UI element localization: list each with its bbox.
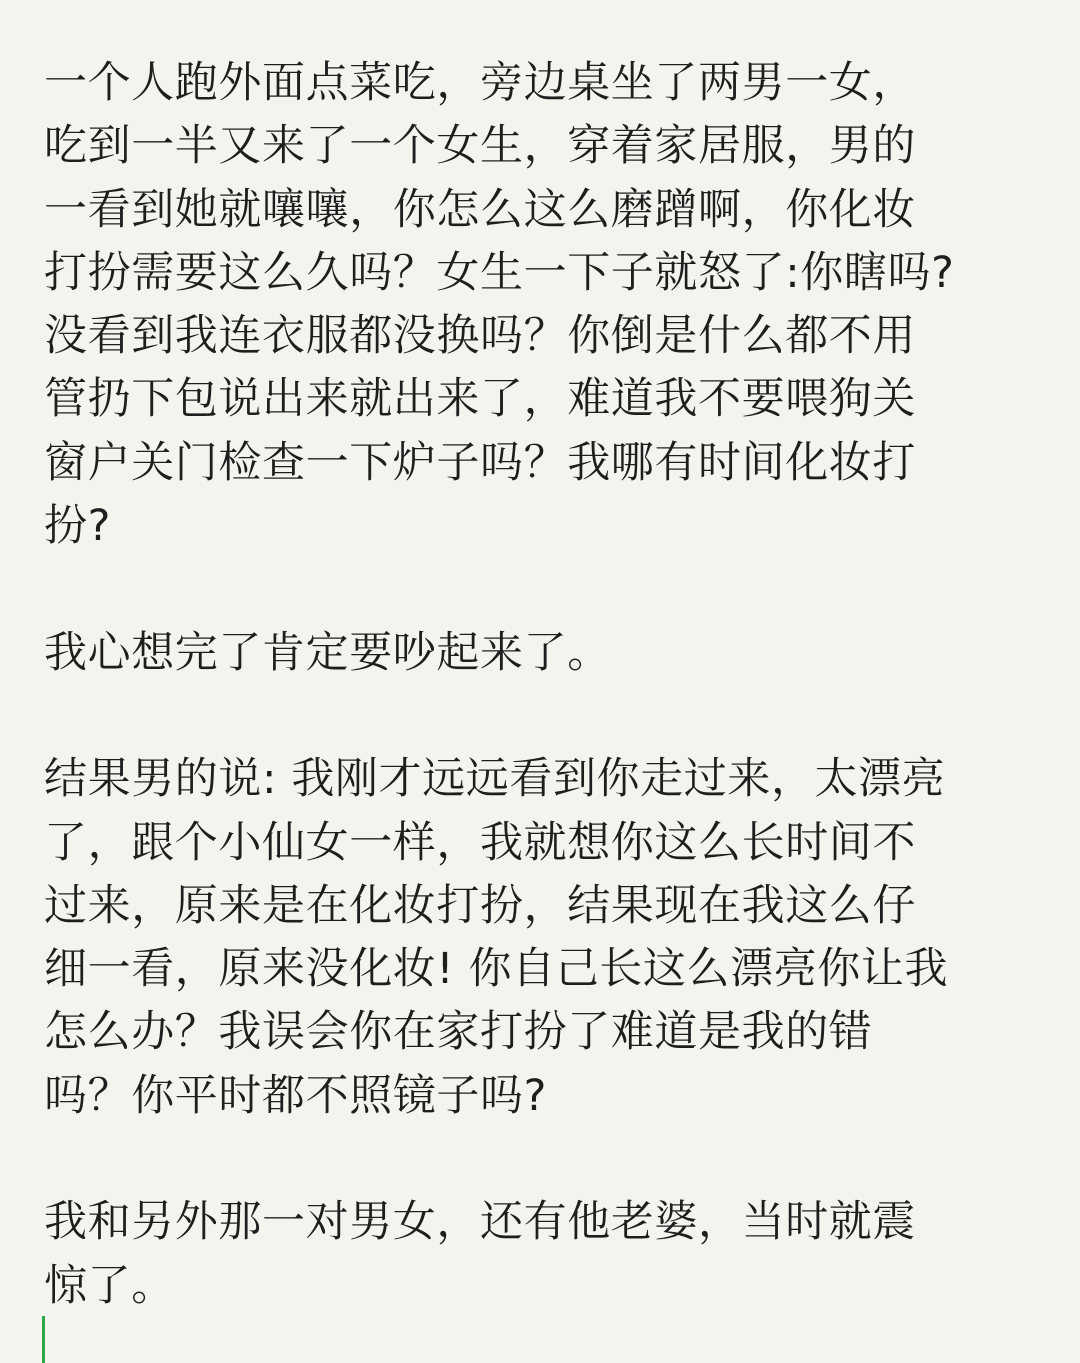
- text-line: 扮?: [44, 501, 112, 552]
- text-cursor: [42, 1316, 45, 1363]
- paragraph-spacer: [44, 558, 1044, 621]
- text-line: 结果男的说: 我刚才远远看到你走过来，太漂亮: [44, 754, 946, 805]
- text-line: 打扮需要这么久吗？女生一下子就怒了:你瞎吗?: [44, 247, 955, 298]
- text-line: 一个人跑外面点菜吃，旁边桌坐了两男一女，: [44, 58, 916, 108]
- text-line: 怎么办？我误会你在家打扮了难道是我的错: [44, 1007, 873, 1058]
- paragraph-spacer: [44, 1128, 1044, 1191]
- paragraph-reaction: [44, 622, 1044, 685]
- text-line: 吃到一半又来了一个女生，穿着家居服，男的: [44, 121, 916, 172]
- paragraph-ending: [44, 1191, 1044, 1318]
- text-line: 我和另外那一对男女，还有他老婆，当时就震: [44, 1197, 916, 1248]
- text-line: 管扔下包说出来就出来了，难道我不要喂狗关: [44, 374, 916, 425]
- text-line: 一看到她就嚷嚷，你怎么这么磨蹭啊，你化妆: [44, 184, 916, 235]
- text-line: 窗户关门检查一下炉子吗？我哪有时间化妆打: [44, 437, 916, 488]
- note-body[interactable]: [44, 52, 1044, 1318]
- paragraph-reply: [44, 748, 1044, 1128]
- text-line: 我心想完了肯定要吵起来了。: [44, 627, 611, 678]
- text-line: 吗？你平时都不照镜子吗?: [44, 1070, 548, 1121]
- text-line: 了，跟个小仙女一样，我就想你这么长时间不: [44, 817, 916, 868]
- text-line: 过来，原来是在化妆打扮，结果现在我这么仔: [44, 880, 916, 931]
- text-line: 惊了。: [44, 1260, 175, 1311]
- paragraph-story-setup: [44, 52, 1044, 558]
- paragraph-spacer: [44, 685, 1044, 748]
- text-line: 没看到我连衣服都没换吗？你倒是什么都不用: [44, 311, 916, 362]
- text-line: 细一看，原来没化妆! 你自己长这么漂亮你让我: [44, 944, 949, 995]
